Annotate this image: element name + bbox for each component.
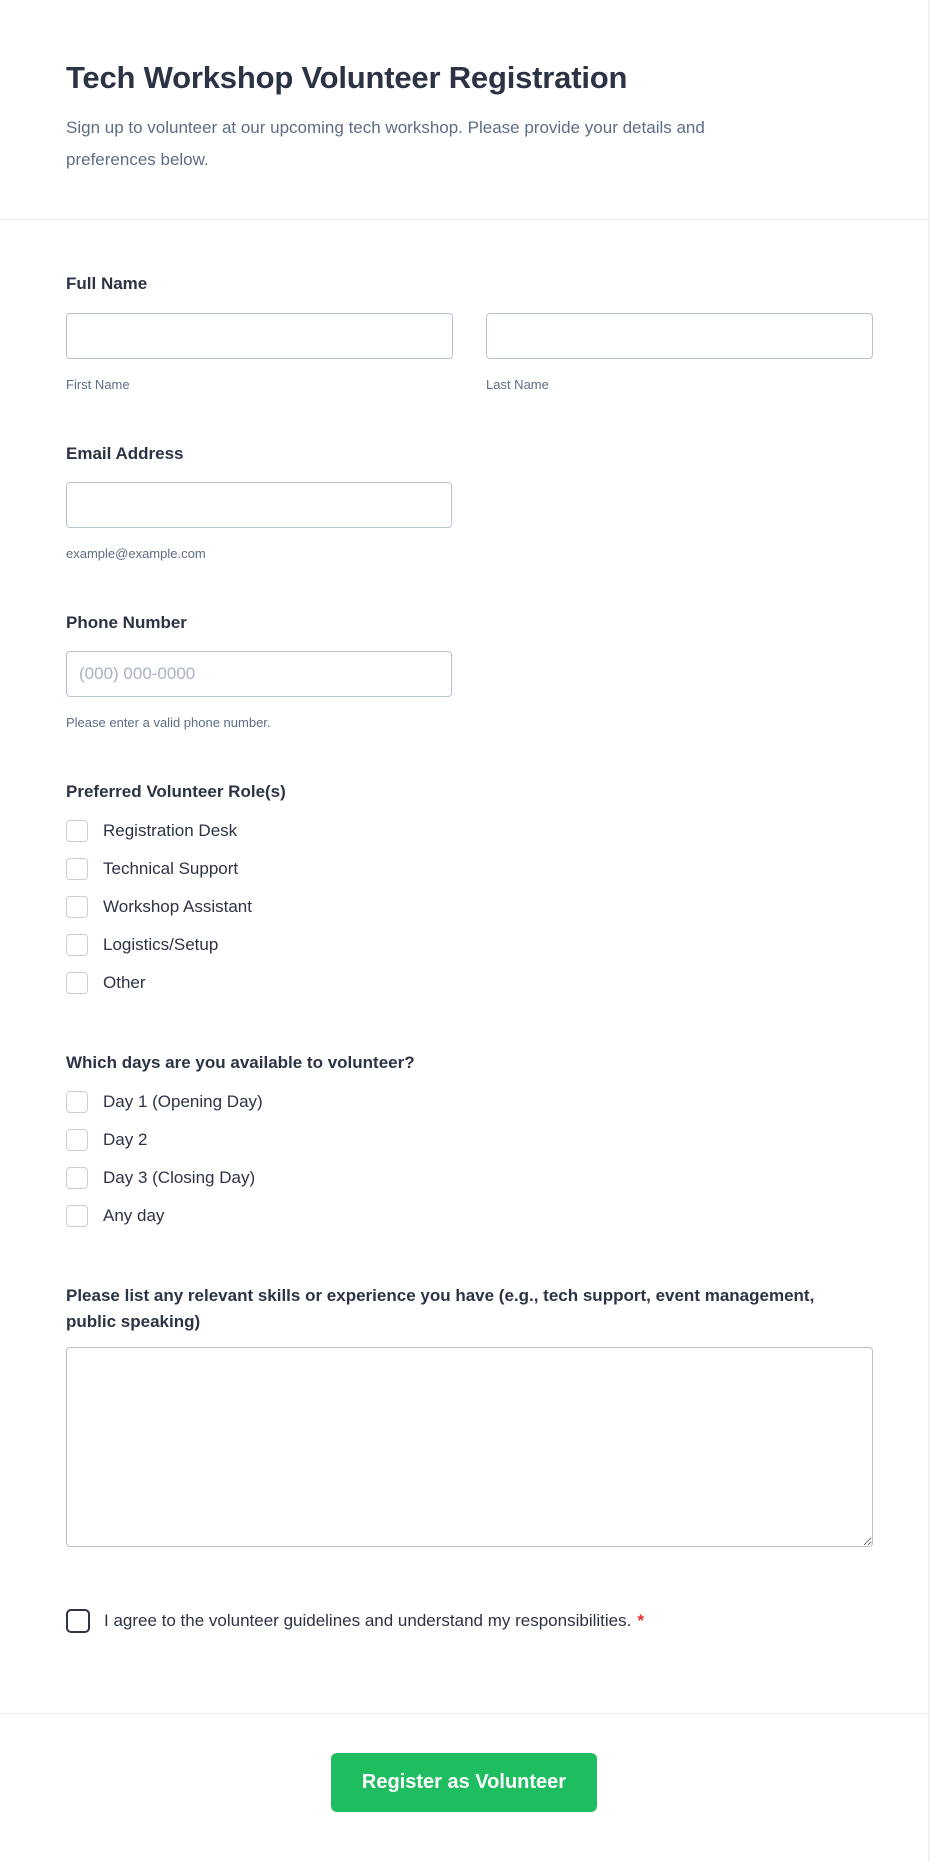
days-options (66, 1083, 873, 1235)
roles-options (66, 812, 873, 1002)
checkbox-option[interactable] (66, 1159, 873, 1197)
field-agreement (0, 1608, 928, 1634)
email-input[interactable] (66, 482, 452, 528)
agreement-checkbox[interactable] (66, 1609, 90, 1633)
last-name-sublabel: Last Name (486, 377, 549, 392)
option-checkbox[interactable] (66, 1129, 88, 1151)
option-checkbox[interactable] (66, 820, 88, 842)
skills-textarea[interactable] (66, 1347, 873, 1547)
checkbox-option[interactable] (66, 964, 873, 1002)
checkbox-option[interactable] (66, 1197, 873, 1235)
email-sublabel: example@example.com (66, 546, 206, 561)
option-label[interactable]: Any day (103, 1206, 165, 1225)
agreement-label[interactable]: I agree to the volunteer guidelines and understand my responsibilities. (104, 1611, 632, 1630)
name-inputs-row (66, 313, 873, 393)
checkbox-option[interactable] (66, 888, 873, 926)
days-label: Which days are you available to volunteer? (66, 1053, 415, 1072)
checkbox-option[interactable] (66, 926, 873, 964)
form-title: Tech Workshop Volunteer Registration (66, 60, 628, 95)
phone-sublabel: Please enter a valid phone number. (66, 715, 271, 730)
option-label[interactable]: Other (103, 973, 146, 992)
required-asterisk: * (637, 1611, 644, 1630)
option-label[interactable]: Registration Desk (103, 821, 238, 840)
email-label: Email Address (66, 444, 184, 463)
field-days (0, 1051, 928, 1235)
phone-label: Phone Number (66, 613, 187, 632)
first-name-sublabel: First Name (66, 377, 130, 392)
last-name-input[interactable] (486, 313, 873, 359)
agreement-row[interactable] (66, 1608, 873, 1634)
field-email (0, 442, 928, 562)
option-checkbox[interactable] (66, 972, 88, 994)
last-name-column (486, 313, 873, 393)
full-name-label: Full Name (66, 274, 148, 293)
checkbox-option[interactable] (66, 812, 873, 850)
first-name-input[interactable] (66, 313, 453, 359)
header-divider (0, 219, 928, 220)
option-checkbox[interactable] (66, 934, 88, 956)
option-checkbox[interactable] (66, 858, 88, 880)
option-checkbox[interactable] (66, 1091, 88, 1113)
register-submit-button[interactable]: Register as Volunteer (331, 1753, 597, 1812)
option-checkbox[interactable] (66, 1167, 88, 1189)
option-label[interactable]: Day 1 (Opening Day) (103, 1092, 263, 1111)
skills-label: Please list any relevant skills or experience you have (e.g., tech support, event management, public speaking) (66, 1286, 815, 1331)
option-label[interactable]: Technical Support (103, 859, 239, 878)
roles-label: Preferred Volunteer Role(s) (66, 782, 286, 801)
first-name-column (66, 313, 453, 393)
checkbox-option[interactable] (66, 1083, 873, 1121)
checkbox-option[interactable] (66, 850, 873, 888)
option-checkbox[interactable] (66, 1205, 88, 1227)
option-label[interactable]: Day 2 (103, 1130, 148, 1149)
form-header (0, 0, 928, 176)
form-footer (0, 1713, 928, 1862)
checkbox-option[interactable] (66, 1121, 873, 1159)
field-full-name (0, 272, 928, 393)
phone-input[interactable] (66, 651, 452, 697)
form-subtitle: Sign up to volunteer at our upcoming tech workshop. Please provide your details and preferences below. (66, 118, 705, 169)
field-skills (0, 1283, 928, 1547)
option-label[interactable]: Day 3 (Closing Day) (103, 1168, 256, 1187)
option-label[interactable]: Logistics/Setup (103, 935, 219, 954)
option-checkbox[interactable] (66, 896, 88, 918)
field-roles (0, 780, 928, 1002)
field-phone (0, 611, 928, 731)
option-label[interactable]: Workshop Assistant (103, 897, 252, 916)
